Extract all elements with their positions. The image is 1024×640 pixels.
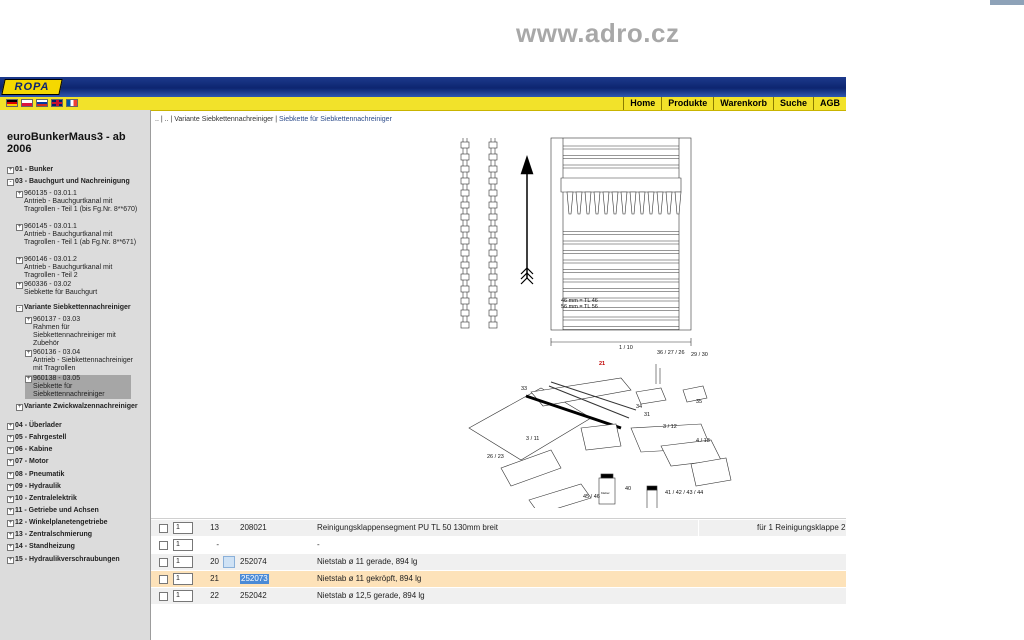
table-row[interactable] — [151, 554, 846, 571]
position-number: 13 — [210, 523, 219, 532]
main-content — [151, 110, 846, 640]
sidebar-tree-item[interactable] — [7, 178, 140, 186]
quantity-input[interactable]: 1 — [173, 573, 193, 585]
expand-icon[interactable]: + — [26, 376, 31, 382]
quantity-input[interactable]: 1 — [173, 539, 193, 551]
nav-agb[interactable]: AGB — [813, 97, 846, 110]
diagram-callout-label: 46 mm = TL 46 — [561, 298, 598, 304]
expand-icon[interactable]: + — [8, 423, 13, 429]
sidebar-tree-label: 12 - Winkelplanetengetriebe — [15, 519, 108, 526]
part-number[interactable]: 208021 — [240, 523, 267, 532]
nav-links — [623, 97, 846, 110]
diagram-callout-label: 3 / 11 — [526, 436, 540, 442]
sidebar-tree-label: 14 - Standheizung — [15, 543, 75, 550]
part-description: Nietstab ø 12,5 gerade, 894 lg — [317, 591, 425, 600]
sidebar-tree-label: 960146 - 03.01.2 Antrieb - Bauchgurtkanal mit Tragrollen - Teil 2 — [24, 256, 113, 279]
sidebar-tree-item[interactable] — [7, 519, 140, 527]
collapse-icon[interactable]: - — [7, 179, 14, 186]
sidebar-tree-item[interactable] — [7, 507, 140, 515]
sidebar-tree-item[interactable] — [7, 446, 140, 454]
expand-icon[interactable]: + — [17, 257, 22, 263]
lower-exploded-view — [469, 364, 731, 508]
open-detail-icon[interactable] — [223, 556, 235, 568]
nav-suche[interactable]: Suche — [773, 97, 813, 110]
part-description: Reinigungsklappensegment PU TL 50 130mm breit — [317, 523, 498, 532]
breadcrumb-prefix[interactable]: .. | .. | — [155, 116, 173, 123]
table-row[interactable] — [151, 571, 846, 588]
sidebar-tree-label: 960138 - 03.05 Siebkette für Siebkettennachreiniger — [33, 375, 105, 398]
expand-icon[interactable]: + — [8, 447, 13, 453]
expand-icon[interactable]: + — [8, 508, 13, 514]
expand-icon[interactable]: + — [8, 557, 13, 563]
language-flags — [6, 99, 78, 107]
row-checkbox[interactable] — [159, 592, 168, 601]
diagram-callout-label: 56 mm = TL 56 — [561, 304, 598, 310]
sidebar — [0, 110, 151, 640]
sidebar-tree-item[interactable] — [25, 316, 140, 348]
diagram-callout-label: 36 / 27 / 26 — [657, 350, 685, 356]
breadcrumb-middle[interactable]: Variante Siebkettennachreiniger | — [174, 116, 278, 123]
diagram-callout-label: 29 / 30 — [691, 352, 708, 358]
sidebar-tree-item[interactable] — [16, 223, 140, 247]
exploded-parts-diagram — [451, 128, 781, 508]
nav-home[interactable]: Home — [623, 97, 661, 110]
sidebar-tree-label: 06 - Kabine — [15, 446, 53, 453]
sidebar-tree-item[interactable] — [16, 281, 140, 297]
sidebar-tree-item[interactable] — [25, 375, 131, 399]
sidebar-tree-item[interactable] — [7, 166, 140, 174]
part-number[interactable]: 252074 — [240, 557, 267, 566]
expand-icon[interactable]: + — [8, 484, 13, 490]
sidebar-tree-item[interactable] — [7, 531, 140, 539]
sidebar-tree-label: 960135 - 03.01.1 Antrieb - Bauchgurtkanal mit Tragrollen - Teil 1 (bis Fg.Nr. 8**670) — [24, 190, 138, 213]
sidebar-tree-label: 01 - Bunker — [15, 166, 54, 173]
sidebar-tree-item[interactable] — [16, 403, 140, 411]
quantity-input[interactable]: 1 — [173, 522, 193, 534]
diagram-callout-label: 41 / 42 / 43 / 44 — [665, 490, 704, 496]
sidebar-tree-item[interactable] — [25, 349, 140, 373]
table-row[interactable] — [151, 537, 846, 554]
sidebar-tree-item[interactable] — [7, 434, 140, 442]
sidebar-tree-item[interactable] — [7, 495, 140, 503]
diagram-callout-label: 34 — [636, 404, 643, 410]
flag-ru-icon[interactable] — [36, 99, 48, 107]
sidebar-tree-label: 10 - Zentralelektrik — [15, 495, 77, 502]
sidebar-tree-item[interactable] — [16, 190, 140, 214]
sidebar-tree-label: 960136 - 03.04 Antrieb - Siebkettennachreiniger mit Tragrollen — [33, 349, 134, 372]
quantity-input[interactable]: 1 — [173, 556, 193, 568]
ropa-logo[interactable]: ROPA — [1, 79, 62, 95]
diagram-callout-label: 40 — [625, 486, 632, 492]
expand-icon[interactable]: + — [17, 404, 22, 410]
breadcrumb-active: Siebkette für Siebkettennachreiniger — [279, 116, 392, 123]
sidebar-tree-label: 960145 - 03.01.1 Antrieb - Bauchgurtkanal mit Tragrollen - Teil 1 (ab Fg.Nr. 8**671) — [24, 223, 137, 246]
row-checkbox[interactable] — [159, 524, 168, 533]
diagram-callout-label: 31 — [644, 412, 651, 418]
expand-icon[interactable]: + — [8, 167, 13, 173]
position-number: 22 — [210, 591, 219, 600]
expand-icon[interactable]: + — [26, 350, 31, 356]
quantity-input[interactable]: 1 — [173, 590, 193, 602]
position-number: - — [216, 540, 219, 549]
collapse-icon[interactable]: - — [16, 305, 23, 312]
row-checkbox[interactable] — [159, 541, 168, 550]
bottle-label: Kleber — [601, 491, 610, 495]
expand-icon[interactable]: + — [8, 532, 13, 538]
window-corner-bar — [990, 0, 1024, 5]
diagram-callout-label: 35 — [696, 399, 703, 405]
flag-pl-icon[interactable] — [21, 99, 33, 107]
sidebar-tree-label: 15 - Hydraulikverschraubungen — [15, 556, 120, 563]
sidebar-tree-label: 07 - Motor — [15, 458, 49, 465]
flag-fr-icon[interactable] — [66, 99, 78, 107]
part-number[interactable]: 252073 — [241, 574, 268, 583]
expand-icon[interactable]: + — [8, 435, 13, 441]
sidebar-tree-item[interactable] — [16, 256, 140, 280]
position-number: 20 — [210, 557, 219, 566]
expand-icon[interactable]: + — [17, 224, 22, 230]
nav-produkte[interactable]: Produkte — [661, 97, 713, 110]
sidebar-tree-item[interactable] — [7, 483, 140, 491]
sidebar-tree-label: 960137 - 03.03 Rahmen für Siebkettennachreiniger mit Zubehör — [33, 316, 116, 347]
sidebar-tree-label: Variante Siebkettennachreiniger — [24, 304, 131, 311]
expand-icon[interactable]: + — [26, 317, 31, 323]
sidebar-tree-item[interactable] — [7, 422, 140, 430]
nav-warenkorb[interactable]: Warenkorb — [713, 97, 773, 110]
flag-de-icon[interactable] — [6, 99, 18, 107]
table-row[interactable] — [151, 588, 846, 605]
sidebar-tree-label: 11 - Getriebe und Achsen — [15, 507, 99, 514]
part-description: Nietstab ø 11 gerade, 894 lg — [317, 557, 418, 566]
sidebar-tree-item[interactable] — [7, 458, 140, 466]
expand-icon[interactable]: + — [8, 496, 13, 502]
sidebar-title: euroBunkerMaus3 - ab 2006 — [7, 131, 126, 155]
header-bar — [0, 77, 846, 97]
diagram-callout-label: 21 — [599, 361, 606, 367]
expand-icon[interactable]: + — [8, 472, 13, 478]
diagram-callout-label: 26 / 23 — [487, 454, 504, 460]
flag-gb-icon[interactable] — [51, 99, 63, 107]
expand-icon[interactable]: + — [8, 459, 13, 465]
table-row[interactable] — [151, 520, 846, 537]
sidebar-tree-label: 960336 - 03.02 Siebkette für Bauchgurt — [24, 281, 98, 296]
position-number: 21 — [210, 574, 219, 583]
expand-icon[interactable]: + — [8, 544, 13, 550]
expand-icon[interactable]: + — [17, 191, 22, 197]
sidebar-tree-item[interactable] — [7, 543, 140, 551]
sidebar-tree-label: Variante Zwickwalzennachreiniger — [24, 403, 138, 410]
breadcrumb — [155, 116, 392, 123]
part-number[interactable]: 252042 — [240, 591, 267, 600]
diagram-callout-label: 1 / 10 — [619, 345, 633, 351]
expand-icon[interactable]: + — [17, 282, 22, 288]
expand-icon[interactable]: + — [8, 520, 13, 526]
nav-bar — [0, 97, 846, 111]
watermark-text: www.adro.cz — [516, 18, 680, 48]
sidebar-tree-item[interactable] — [7, 471, 140, 479]
diagram-callout-label: 45 / 46 — [583, 494, 600, 500]
sidebar-tree-label: 03 - Bauchgurt und Nachreinigung — [15, 178, 130, 185]
part-description: - — [317, 540, 320, 549]
sidebar-tree-label: 13 - Zentralschmierung — [15, 531, 93, 538]
diagram-callout-label: 4 / 13 — [696, 438, 710, 444]
sidebar-tree-label: 04 - Überlader — [15, 422, 62, 429]
sidebar-tree-label: 05 - Fahrgestell — [15, 434, 67, 441]
row-checkbox[interactable] — [159, 558, 168, 567]
diagram-callout-label: 3 / 12 — [663, 424, 677, 430]
sidebar-tree-item[interactable] — [7, 556, 140, 564]
sidebar-tree-item[interactable] — [16, 304, 140, 312]
part-description: Nietstab ø 11 gekröpft, 894 lg — [317, 574, 422, 583]
sidebar-tree-label: 08 - Pneumatik — [15, 471, 65, 478]
part-remark: für 1 Reinigungsklappe 2 — [698, 520, 846, 536]
diagram-callout-label: 33 — [521, 386, 528, 392]
row-checkbox[interactable] — [159, 575, 168, 584]
sidebar-tree-label: 09 - Hydraulik — [15, 483, 61, 490]
